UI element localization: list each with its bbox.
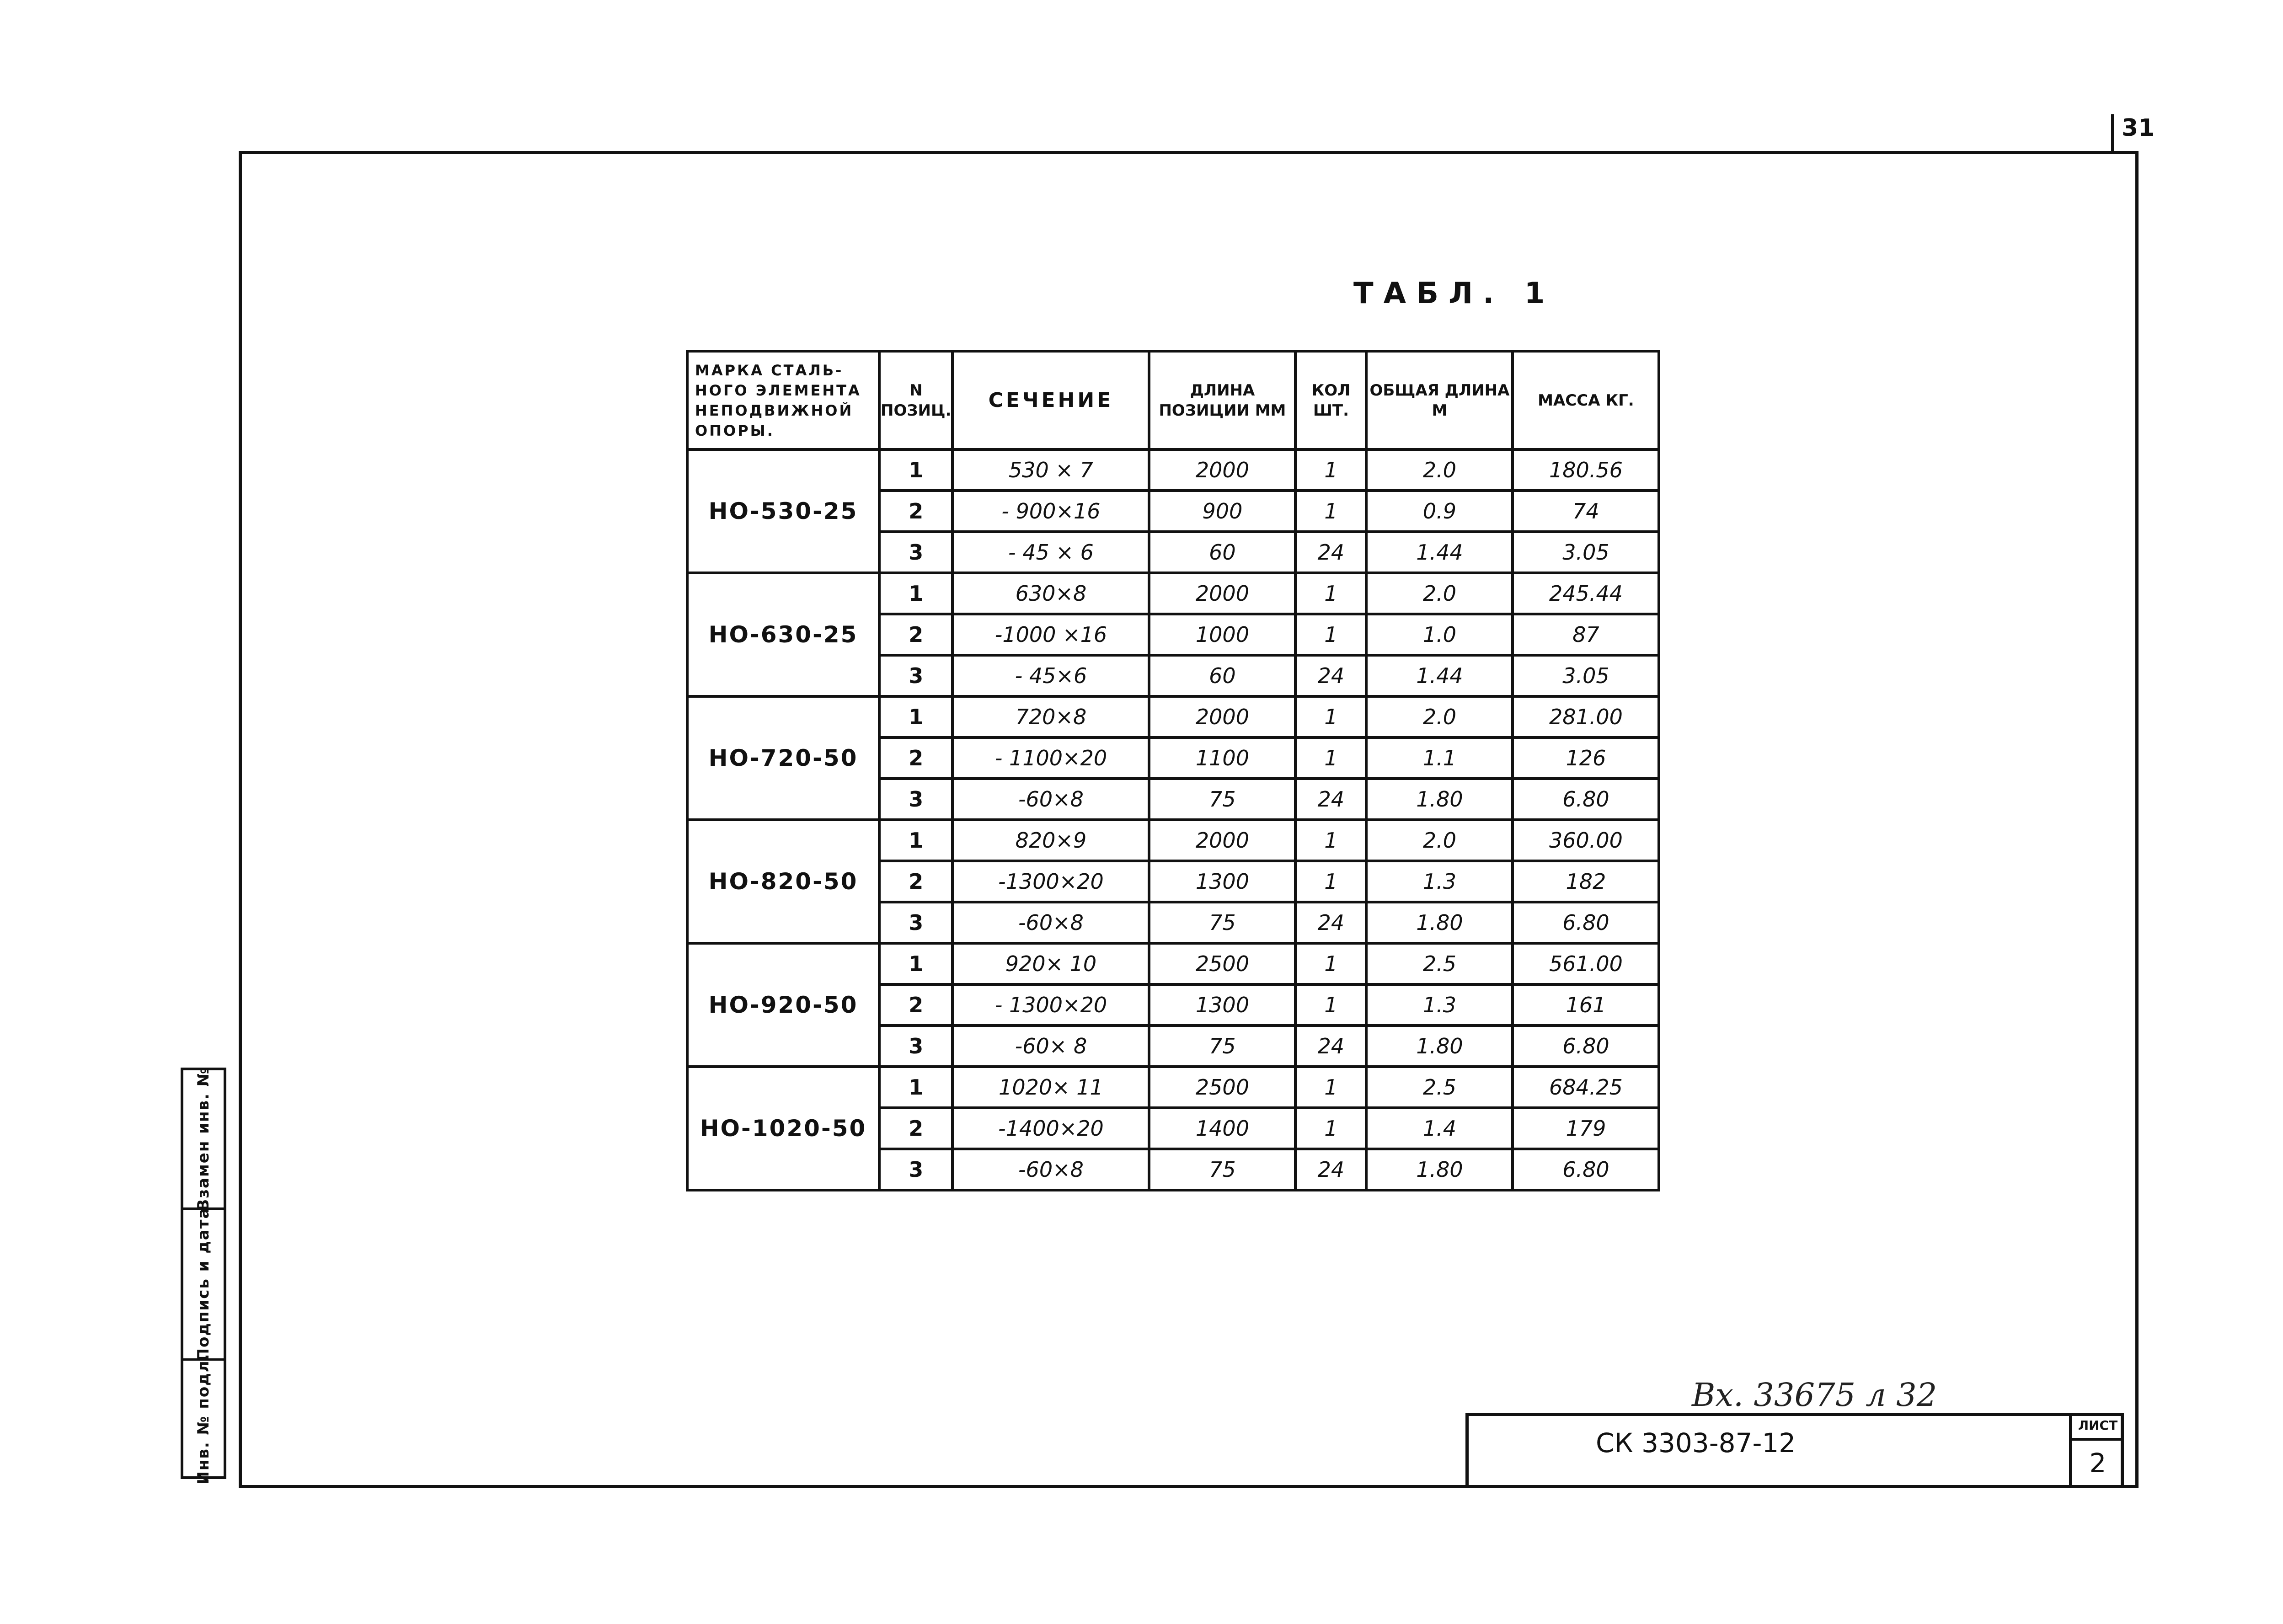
cell-pos: 1 — [879, 696, 952, 737]
cell-pos: 2 — [879, 1108, 952, 1149]
cell-qty: 24 — [1295, 902, 1366, 943]
cell-qty: 1 — [1295, 449, 1366, 491]
cell-mark: НО-720-50 — [687, 696, 879, 820]
cell-mass: 87 — [1513, 614, 1659, 655]
cell-total-length: 2.5 — [1366, 943, 1513, 984]
cell-mass: 3.05 — [1513, 655, 1659, 696]
cell-mark: НО-1020-50 — [687, 1067, 879, 1190]
cell-pos: 1 — [879, 1067, 952, 1108]
cell-mass: 6.80 — [1513, 1026, 1659, 1067]
table-row — [687, 696, 1659, 737]
cell-mass: 179 — [1513, 1108, 1659, 1149]
cell-total-length: 2.5 — [1366, 1067, 1513, 1108]
vertical-stamp — [181, 1067, 226, 1485]
cell-qty: 24 — [1295, 1149, 1366, 1190]
cell-mass: 360.00 — [1513, 820, 1659, 861]
cell-mass: 245.44 — [1513, 573, 1659, 614]
table-row — [687, 943, 1659, 984]
cell-total-length: 1.4 — [1366, 1108, 1513, 1149]
cell-section: -60×8 — [952, 902, 1149, 943]
cell-section: - 45×6 — [952, 655, 1149, 696]
cell-section: 920× 10 — [952, 943, 1149, 984]
cell-section: 820×9 — [952, 820, 1149, 861]
cell-mark: НО-530-25 — [687, 449, 879, 573]
cell-section: - 45 × 6 — [952, 532, 1149, 573]
cell-total-length: 1.3 — [1366, 861, 1513, 902]
cell-total-length: 1.80 — [1366, 1026, 1513, 1067]
cell-total-length: 2.0 — [1366, 696, 1513, 737]
cell-qty: 24 — [1295, 779, 1366, 820]
cell-pos: 3 — [879, 1149, 952, 1190]
cell-qty: 1 — [1295, 491, 1366, 532]
cell-length: 75 — [1149, 1149, 1295, 1190]
cell-length: 2000 — [1149, 696, 1295, 737]
cell-qty: 1 — [1295, 737, 1366, 779]
cell-mark: НО-820-50 — [687, 820, 879, 943]
header-total-length: ОБЩАЯ ДЛИНА М — [1366, 351, 1513, 449]
cell-length: 1000 — [1149, 614, 1295, 655]
cell-total-length: 1.80 — [1366, 1149, 1513, 1190]
cell-pos: 2 — [879, 984, 952, 1026]
cell-mark: НО-920-50 — [687, 943, 879, 1067]
cell-qty: 1 — [1295, 984, 1366, 1026]
cell-section: -1300×20 — [952, 861, 1149, 902]
cell-pos: 2 — [879, 614, 952, 655]
stamp-cell-replace — [183, 1067, 224, 1211]
table-row — [687, 573, 1659, 614]
cell-total-length: 2.0 — [1366, 573, 1513, 614]
cell-length: 1400 — [1149, 1108, 1295, 1149]
cell-pos: 3 — [879, 1026, 952, 1067]
cell-qty: 1 — [1295, 943, 1366, 984]
cell-pos: 2 — [879, 491, 952, 532]
cell-length: 1300 — [1149, 861, 1295, 902]
cell-section: - 1100×20 — [952, 737, 1149, 779]
cell-total-length: 2.0 — [1366, 820, 1513, 861]
cell-qty: 1 — [1295, 573, 1366, 614]
cell-mass: 161 — [1513, 984, 1659, 1026]
cell-mass: 182 — [1513, 861, 1659, 902]
stamp-inventory-label: Инв. № подл. — [194, 1352, 213, 1485]
cell-mass: 6.80 — [1513, 779, 1659, 820]
document-code: СК 3303-87-12 — [1596, 1427, 1796, 1458]
cell-total-length: 1.80 — [1366, 779, 1513, 820]
cell-length: 1100 — [1149, 737, 1295, 779]
cell-section: 530 × 7 — [952, 449, 1149, 491]
stamp-cell-signature — [183, 1207, 224, 1361]
table-row — [687, 820, 1659, 861]
header-qty: КОЛ ШТ. — [1295, 351, 1366, 449]
cell-mass: 6.80 — [1513, 1149, 1659, 1190]
cell-qty: 1 — [1295, 820, 1366, 861]
cell-section: -1000 ×16 — [952, 614, 1149, 655]
cell-total-length: 1.3 — [1366, 984, 1513, 1026]
cell-length: 900 — [1149, 491, 1295, 532]
cell-pos: 1 — [879, 943, 952, 984]
table-row — [687, 1067, 1659, 1108]
cell-pos: 1 — [879, 449, 952, 491]
cell-length: 60 — [1149, 655, 1295, 696]
cell-qty: 24 — [1295, 1026, 1366, 1067]
table-title: ТАБЛ. 1 — [1353, 277, 1555, 310]
cell-qty: 1 — [1295, 1067, 1366, 1108]
cell-section: 1020× 11 — [952, 1067, 1149, 1108]
cell-section: - 900×16 — [952, 491, 1149, 532]
cell-pos: 2 — [879, 861, 952, 902]
cell-qty: 1 — [1295, 861, 1366, 902]
page-number: 31 — [2122, 114, 2155, 142]
corner-mark-line — [2111, 114, 2114, 152]
cell-length: 2000 — [1149, 449, 1295, 491]
cell-total-length: 2.0 — [1366, 449, 1513, 491]
cell-section: -1400×20 — [952, 1108, 1149, 1149]
cell-mass: 180.56 — [1513, 449, 1659, 491]
header-mass: МАССА КГ. — [1513, 351, 1659, 449]
sheet-number: 2 — [2089, 1448, 2107, 1479]
cell-length: 2000 — [1149, 573, 1295, 614]
cell-mark: НО-630-25 — [687, 573, 879, 696]
header-section: СЕЧЕНИЕ — [952, 351, 1149, 449]
header-mark: МАРКА СТАЛЬ-НОГО ЭЛЕМЕНТА НЕПОДВИЖНОЙ ОПОРЫ. — [687, 351, 879, 449]
cell-section: -60×8 — [952, 779, 1149, 820]
cell-mass: 684.25 — [1513, 1067, 1659, 1108]
cell-pos: 1 — [879, 573, 952, 614]
stamp-replace-label: Взамен инв. № — [194, 1067, 213, 1211]
cell-qty: 1 — [1295, 614, 1366, 655]
cell-total-length: 1.1 — [1366, 737, 1513, 779]
cell-length: 75 — [1149, 902, 1295, 943]
cell-length: 1300 — [1149, 984, 1295, 1026]
cell-pos: 3 — [879, 902, 952, 943]
cell-section: -60×8 — [952, 1149, 1149, 1190]
cell-length: 60 — [1149, 532, 1295, 573]
cell-length: 75 — [1149, 779, 1295, 820]
cell-qty: 1 — [1295, 696, 1366, 737]
header-pos: N ПОЗИЦ. — [879, 351, 952, 449]
sheet-box — [2069, 1413, 2124, 1488]
cell-total-length: 1.44 — [1366, 655, 1513, 696]
specification-table — [686, 350, 1660, 1191]
cell-pos: 3 — [879, 655, 952, 696]
cell-qty: 1 — [1295, 1108, 1366, 1149]
table-row — [687, 449, 1659, 491]
cell-qty: 24 — [1295, 655, 1366, 696]
cell-total-length: 0.9 — [1366, 491, 1513, 532]
stamp-signature-label: Подпись и дата — [194, 1207, 213, 1361]
cell-mass: 126 — [1513, 737, 1659, 779]
cell-section: - 1300×20 — [952, 984, 1149, 1026]
cell-length: 2500 — [1149, 1067, 1295, 1108]
table-body — [687, 449, 1659, 1190]
cell-mass: 3.05 — [1513, 532, 1659, 573]
cell-mass: 281.00 — [1513, 696, 1659, 737]
header-length: ДЛИНА ПОЗИЦИИ ММ — [1149, 351, 1295, 449]
cell-mass: 561.00 — [1513, 943, 1659, 984]
cell-mass: 6.80 — [1513, 902, 1659, 943]
stamp-cell-inventory — [183, 1352, 224, 1485]
sheet-label: ЛИСТ — [2072, 1413, 2124, 1441]
cell-section: 630×8 — [952, 573, 1149, 614]
cell-total-length: 1.44 — [1366, 532, 1513, 573]
cell-pos: 2 — [879, 737, 952, 779]
cell-mass: 74 — [1513, 491, 1659, 532]
cell-section: -60× 8 — [952, 1026, 1149, 1067]
cell-total-length: 1.80 — [1366, 902, 1513, 943]
cell-length: 75 — [1149, 1026, 1295, 1067]
cell-pos: 3 — [879, 532, 952, 573]
handwritten-note: Вх. 33675 л 32 — [1692, 1376, 1937, 1414]
cell-length: 2000 — [1149, 820, 1295, 861]
cell-pos: 1 — [879, 820, 952, 861]
cell-section: 720×8 — [952, 696, 1149, 737]
cell-length: 2500 — [1149, 943, 1295, 984]
cell-pos: 3 — [879, 779, 952, 820]
cell-total-length: 1.0 — [1366, 614, 1513, 655]
cell-qty: 24 — [1295, 532, 1366, 573]
